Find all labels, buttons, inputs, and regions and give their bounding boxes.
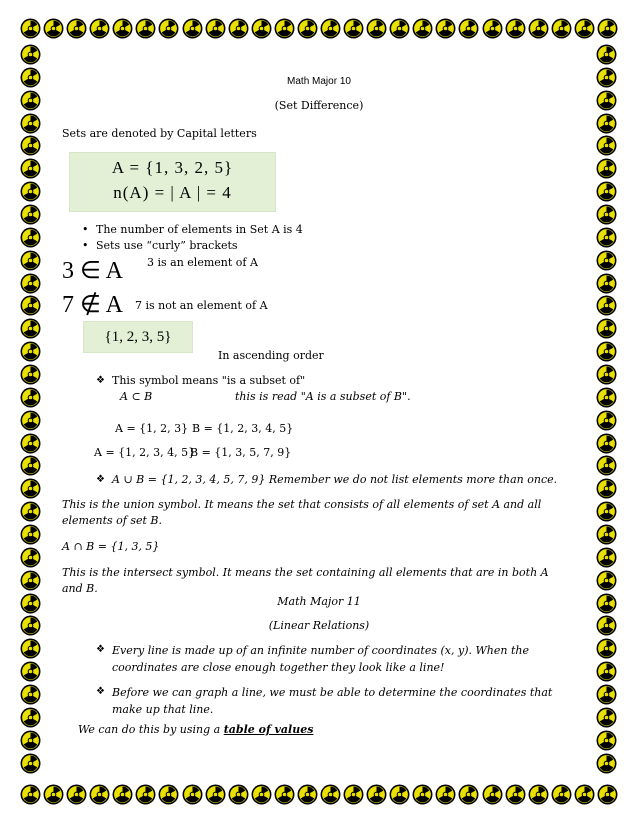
section-subtitle: (Set Difference) <box>274 99 364 112</box>
element-symbol: 3 ∈ A <box>62 258 123 284</box>
set-cardinality-line: n(A) = | A | = 4 <box>113 183 232 202</box>
set-bullets <box>62 222 303 254</box>
subset-reading: this is read "A is a subset of B". <box>235 390 411 403</box>
not-element-text: 7 is not an element of A <box>135 299 268 312</box>
example1-set-b: B = {1, 2, 3, 4, 5} <box>192 422 294 435</box>
linear-text-1: Every line is made up of an infinite number of coordinates (x, y). When the coordinates are close enough together they look like a line! <box>112 644 529 674</box>
section-title-2: Math Major 11 <box>277 595 361 608</box>
subset-symbol: A ⊂ B <box>120 390 153 403</box>
union-paragraph: This is the union symbol. It means the set that consists of all elements of set A and all elements of set B. <box>62 498 542 527</box>
list-item: • The number of elements in Set A is 4 <box>62 222 303 238</box>
diamond-bullet-icon: ❖ <box>96 686 105 697</box>
diamond-bullet-icon: ❖ <box>96 644 105 655</box>
union-line: A ∪ B = {1, 2, 3, 4, 5, 7, 9} Remember we do not list elements more than once. <box>112 473 558 486</box>
diamond-bullet-icon: ❖ <box>96 375 105 386</box>
linear-text-2: Before we can graph a line, we must be able to determine the coordinates that make up that line. <box>112 686 553 716</box>
section-subtitle-2: (Linear Relations) <box>268 619 370 632</box>
sorted-set-box: {1, 2, 3, 5} <box>83 321 193 353</box>
example2-set-b: B = {1, 3, 5, 7, 9} <box>190 446 292 459</box>
set-definition-line: A = {1, 3, 2, 5} <box>111 158 234 177</box>
table-of-values-line <box>78 723 313 736</box>
list-item: • Sets use “curly” brackets <box>62 238 303 254</box>
example2-set-a: A = {1, 2, 3, 4, 5} <box>94 446 196 459</box>
page-title: Math Major 10 <box>287 76 351 87</box>
set-definition-box <box>69 152 276 212</box>
ascending-note: In ascending order <box>218 349 324 362</box>
subset-line: This symbol means "is a subset of" <box>112 374 306 387</box>
element-text: 3 is an element of A <box>147 256 258 269</box>
intersect-line: A ∩ B = {1, 3, 5} <box>62 540 160 553</box>
diamond-bullet-icon: ❖ <box>96 474 105 485</box>
table-of-values-term: table of values <box>223 723 314 736</box>
table-of-values-prefix: We can do this by using a <box>78 723 224 736</box>
intro-text: Sets are denoted by Capital letters <box>62 127 257 140</box>
intersect-paragraph: This is the intersect symbol. It means the set containing all elements that are in both A and B. <box>62 566 549 595</box>
example1-set-a: A = {1, 2, 3} <box>115 422 189 435</box>
not-element-symbol: 7 ∉ A <box>62 292 123 318</box>
